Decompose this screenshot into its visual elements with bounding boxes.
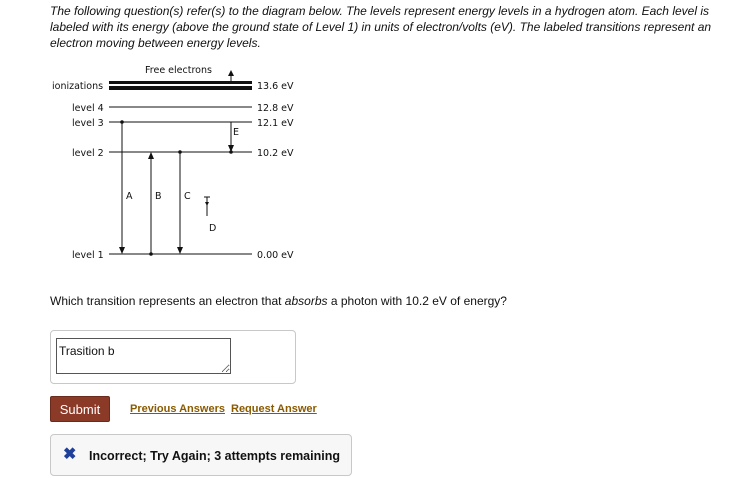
- energy-label-ionizations: 13.6 eV: [257, 81, 294, 92]
- level-label-level-4: level 4: [72, 103, 104, 114]
- level-label-level-2: level 2: [72, 148, 104, 159]
- energy-label-level-1: 0.00 eV: [257, 250, 294, 261]
- request-answer-link[interactable]: Request Answer: [231, 403, 317, 415]
- transition-label-b: B: [155, 191, 162, 202]
- feedback-text: Incorrect; Try Again; 3 attempts remaining: [89, 449, 340, 463]
- question-text-after: a photon with 10.2 eV of energy?: [327, 294, 507, 308]
- energy-level-diagram: [0, 56, 340, 276]
- transition-b: [148, 152, 154, 256]
- level-label-ionizations: ionizations: [52, 81, 104, 92]
- question-intro: The following question(s) refer(s) to the diagram below. The levels represent energy levels in a hydrogen atom. Each level is labeled with its energy (above the ground state of Level 1) in units of electron/volts (eV). The labeled transitions represent an electron moving between energy levels.: [50, 4, 712, 50]
- transition-a: [119, 120, 125, 254]
- free-electrons-label: Free electrons: [145, 65, 212, 76]
- transition-label-d: D: [209, 223, 217, 234]
- level-label-level-1: level 1: [72, 250, 104, 261]
- question-prompt: [50, 294, 507, 308]
- action-bar: [50, 396, 350, 422]
- submit-button[interactable]: Submit: [50, 396, 110, 422]
- transition-c: [177, 150, 183, 254]
- transition-label-a: A: [126, 191, 133, 202]
- energy-label-level-4: 12.8 eV: [257, 103, 294, 114]
- feedback-box: [50, 434, 352, 476]
- question-text-before: Which transition represents an electron that: [50, 294, 285, 308]
- ionization-band: [109, 81, 252, 90]
- transition-d: [204, 197, 210, 216]
- transition-label-c: C: [184, 191, 191, 202]
- energy-label-level-2: 10.2 eV: [257, 148, 294, 159]
- x-icon: ✖: [63, 446, 77, 463]
- transition-label-e: E: [233, 127, 240, 138]
- answer-container: [50, 330, 296, 384]
- question-emphasis: absorbs: [284, 294, 328, 308]
- answer-input[interactable]: [56, 338, 231, 374]
- level-label-level-3: level 3: [72, 118, 104, 129]
- energy-label-level-3: 12.1 eV: [257, 118, 294, 129]
- previous-answers-link[interactable]: Previous Answers: [130, 403, 225, 415]
